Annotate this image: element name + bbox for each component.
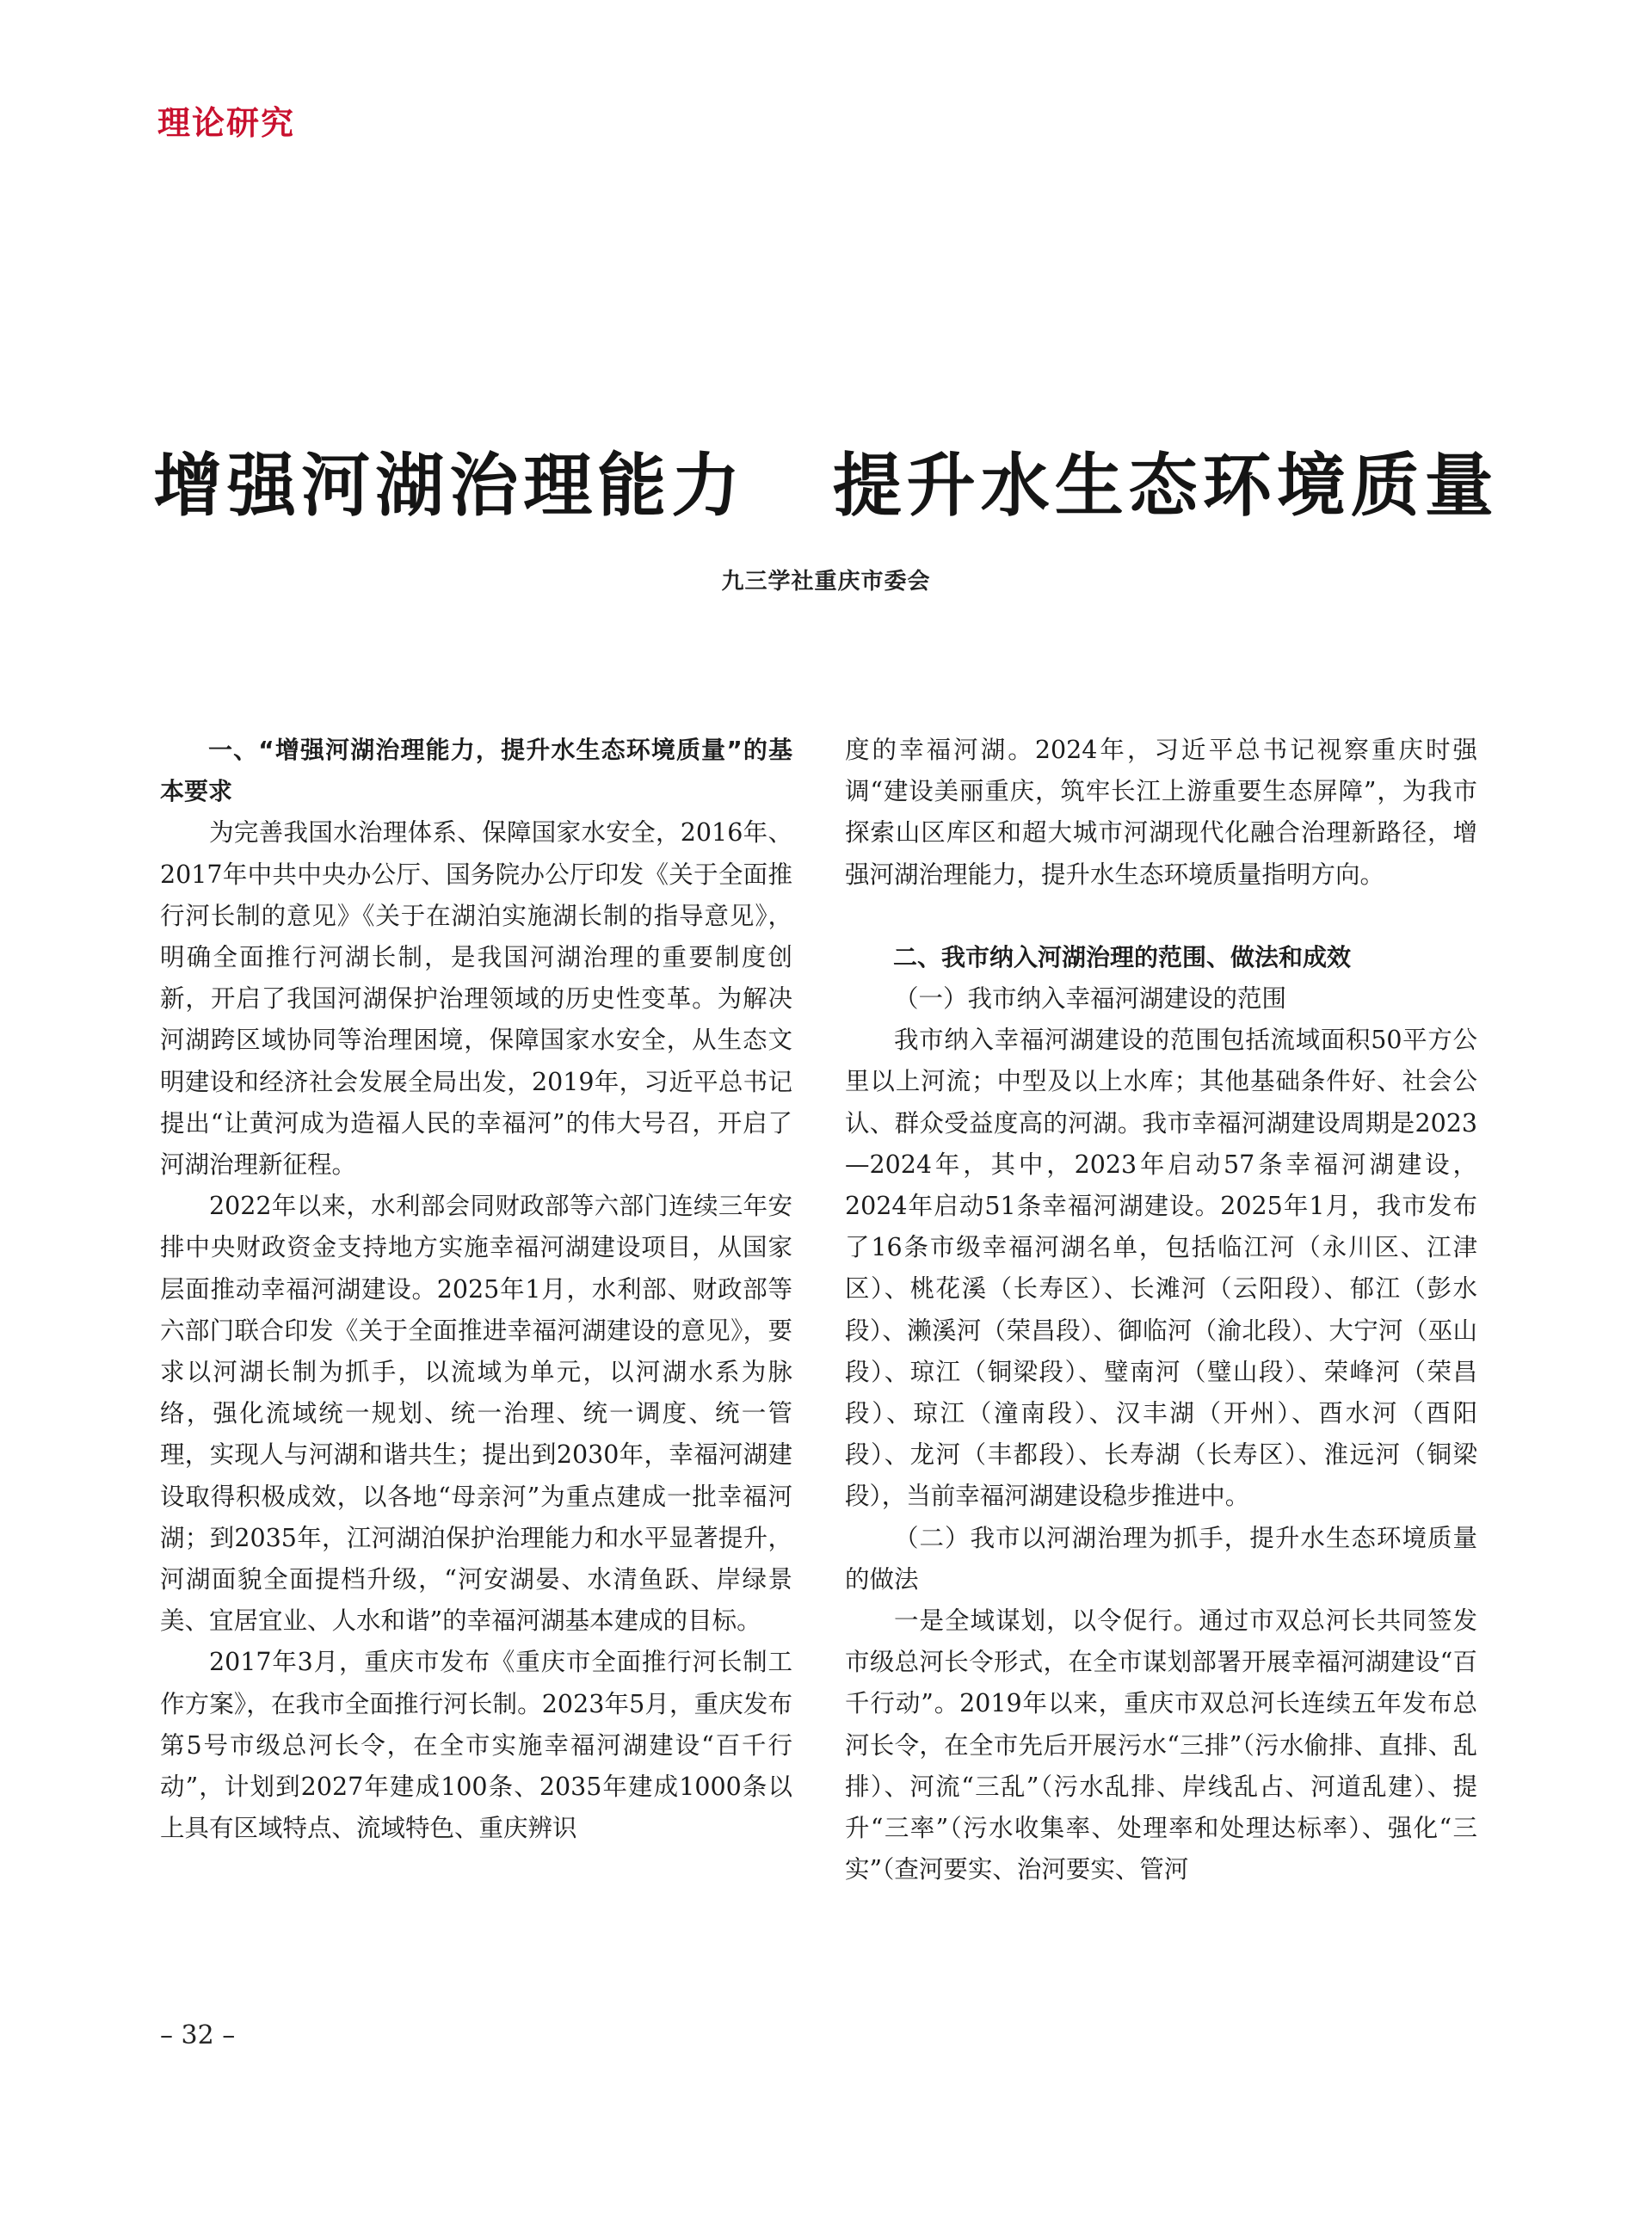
section-spacer (845, 896, 1477, 937)
section-tag: 理论研究 (157, 104, 296, 142)
section-heading-2: 二、我市纳入河湖治理的范围、做法和成效 (893, 942, 1352, 971)
section-heading-1: 一、“增强河湖治理能力，提升水生态环境质量”的基本要求 (160, 736, 792, 806)
body-paragraph: 为完善我国水治理体系、保障国家水安全，2016年、2017年中共中央办公厅、国务院办公厅印发《关于全面推行河长制的意见》《关于在湖泊实施湖长制的指导意见》，明确全面推行河湖长制，是我国河湖治理的重要制度创新，开启了我国河湖保护治理领域的历史性变革。为解决河湖跨区域协同等治理困境，保障国家水安全，从生态文明建设和经济社会发展全局出发，2019年，习近平总书记提出“让黄河成为造福人民的幸福河”的伟大号召，开启了河湖治理新征程。 (160, 818, 792, 1180)
body-paragraph: 我市纳入幸福河湖建设的范围包括流域面积50平方公里以上河流；中型及以上水库；其他基础条件好、社会公认、群众受益度高的河湖。我市幸福河湖建设周期是2023—2024年，其中，2023年启动57条幸福河湖建设，2024年启动51条幸福河湖建设。2025年1月，我市发布了16条市级幸福河湖名单，包括临江河（永川区、江津区）、桃花溪（长寿区）、长滩河（云阳段）、郁江（彭水段）、濑溪河（荣昌段）、御临河（渝北段）、大宁河（巫山段）、琼江（铜梁段）、璧南河（璧山段）、荣峰河（荣昌段）、琼江（潼南段）、汉丰湖（开州）、酉水河（酉阳段）、龙河（丰都段）、长寿湖（长寿区）、淮远河（铜梁段），当前幸福河湖建设稳步推进中。 (845, 1026, 1477, 1511)
body-paragraph-continued: 度的幸福河湖。2024年，习近平总书记视察重庆时强调“建设美丽重庆，筑牢长江上游重要生态屏障”，为我市探索山区库区和超大城市河湖现代化融合治理新路径，增强河湖治理能力，提升水生态环境质量指明方向。 (845, 736, 1477, 889)
body-paragraph: 一是全域谋划，以令促行。通过市双总河长共同签发市级总河长令形式，在全市谋划部署开展幸福河湖建设“百千行动”。2019年以来，重庆市双总河长连续五年发布总河长令，在全市先后开展污水“三排”（污水偷排、直排、乱排）、河流“三乱”（污水乱排、岸线乱占、河道乱建）、提升“三率”（污水收集率、处理率和处理达标率）、强化“三实”（查河要实、治河要实、管河 (845, 1606, 1477, 1884)
subsection-heading-2: （二）我市以河湖治理为抓手，提升水生态环境质量的做法 (845, 1523, 1477, 1594)
body-paragraph: 2022年以来，水利部会同财政部等六部门连续三年安排中央财政资金支持地方实施幸福河湖建设项目，从国家层面推动幸福河湖建设。2025年1月，水利部、财政部等六部门联合印发《关于全面推进幸福河湖建设的意见》，要求以河湖长制为抓手，以流域为单元，以河湖水系为脉络，强化流域统一规划、统一治理、统一调度、统一管理，实现人与河湖和谐共生；提出到2030年，幸福河湖建设取得积极成效，以各地“母亲河”为重点建成一批幸福河湖；到2035年，江河湖泊保护治理能力和水平显著提升，河湖面貌全面提档升级，“河安湖晏、水清鱼跃、岸绿景美、宜居宜业、人水和谐”的幸福河湖基本建成的目标。 (160, 1192, 792, 1636)
body-paragraph: 2017年3月，重庆市发布《重庆市全面推行河长制工作方案》，在我市全面推行河长制。2023年5月，重庆发布第5号市级总河长令，在全市实施幸福河湖建设“百千行动”，计划到2027年建成100条、2035年建成1000条以上具有区域特点、流域特色、重庆辨识 (160, 1648, 792, 1843)
article-author: 九三学社重庆市委会 (721, 569, 931, 595)
right-column (845, 730, 1477, 1890)
article-title: 增强河湖治理能力 提升水生态环境质量 (153, 446, 1499, 526)
subsection-heading-1: （一）我市纳入幸福河湖建设的范围 (894, 984, 1287, 1014)
left-column (160, 730, 792, 1849)
page-number: – 32 – (160, 2020, 236, 2050)
